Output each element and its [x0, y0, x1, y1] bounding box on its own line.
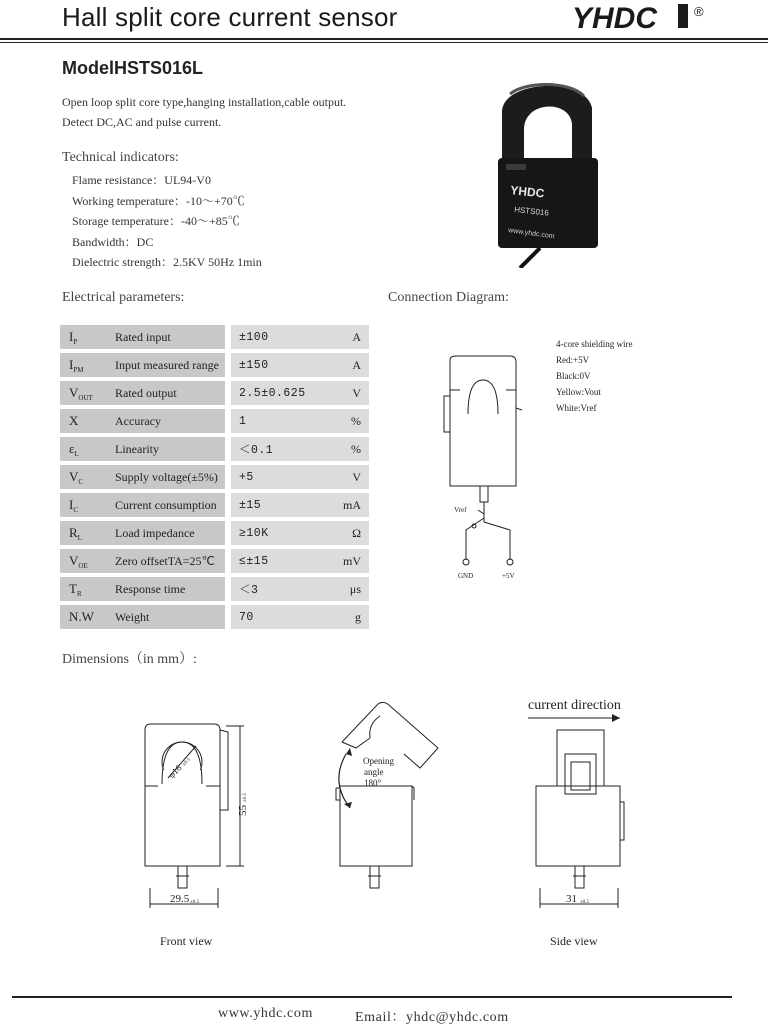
param-unit: % [325, 409, 369, 433]
param-symbol [60, 577, 109, 601]
param-symbol-main: ε [69, 440, 75, 456]
param-symbol-main: V [69, 468, 79, 484]
height-dim: 55 [237, 805, 249, 816]
param-value: ±100 [231, 325, 325, 349]
front-view-drawing [145, 724, 244, 908]
current-arrow-head [612, 714, 620, 722]
param-row [60, 521, 369, 545]
param-value: ＜0.1 [231, 437, 325, 461]
param-unit: g [325, 605, 369, 629]
param-symbol-main: T [69, 580, 77, 596]
wire-note: 4-core shielding wire [556, 339, 633, 349]
param-symbol-subscript: C [73, 505, 79, 514]
hole-tolerance: ±0.5 [181, 757, 192, 768]
connection-diagram [430, 330, 650, 590]
param-value: ＜3 [231, 577, 325, 601]
header-rule [0, 38, 768, 40]
side-view-caption: Side view [550, 934, 598, 948]
param-unit: A [325, 353, 369, 377]
opening-angle-label: angle [364, 767, 384, 777]
param-row [60, 577, 369, 601]
wire-note: White:Vref [556, 403, 597, 413]
param-name: Supply voltage(±5%) [109, 465, 225, 489]
spec-storage-temp: Storage temperature：-40～+85℃ [72, 214, 240, 228]
param-symbol [60, 381, 109, 405]
header-rule-thin [0, 42, 768, 43]
spec-bandwidth: Bandwidth：DC [72, 234, 154, 249]
param-name: Linearity [109, 437, 225, 461]
depth-dim: 31 [566, 893, 577, 905]
yhdc-logo [572, 0, 732, 36]
param-value: ≤±15 [231, 549, 325, 573]
param-symbol-main: I [69, 328, 74, 344]
param-symbol-subscript: PM [73, 365, 84, 374]
wire-note: Black:0V [556, 371, 591, 381]
param-row [60, 409, 369, 433]
param-row [60, 493, 369, 517]
gnd-label: GND [458, 572, 474, 580]
param-unit: V [325, 465, 369, 489]
dimension-drawings [0, 690, 768, 960]
plus5v-label: +5V [502, 572, 515, 580]
param-value: ±150 [231, 353, 325, 377]
param-name: Input measured range [109, 353, 225, 377]
height-tolerance: ±0.5 [243, 793, 248, 802]
param-name: Rated output [109, 381, 225, 405]
front-view-caption: Front view [160, 934, 213, 948]
param-name: Current consumption [109, 493, 225, 517]
param-symbol-main: I [69, 496, 74, 512]
param-symbol [60, 521, 109, 545]
param-value: +5 [231, 465, 325, 489]
param-symbol-main: R [69, 524, 78, 540]
width-tolerance: ±0.5 [190, 900, 199, 905]
param-symbol [60, 437, 109, 461]
param-symbol [60, 409, 109, 433]
param-name: Response time [109, 577, 225, 601]
param-symbol [60, 465, 109, 489]
param-unit: % [325, 437, 369, 461]
spec-flame: Flame resistance：UL94-V0 [72, 173, 211, 187]
param-value: 70 [231, 605, 325, 629]
connection-heading: Connection Diagram: [388, 290, 509, 305]
technical-heading: Technical indicators: [62, 150, 179, 165]
param-symbol-subscript: OUT [78, 393, 93, 402]
param-symbol-subscript: L [74, 449, 79, 458]
angle-arrow-bottom [344, 802, 352, 808]
param-name: Rated input [109, 325, 225, 349]
param-symbol-main: V [69, 552, 79, 568]
current-direction-label: current direction [528, 698, 621, 713]
param-name: Weight [109, 605, 225, 629]
dimensions-heading: Dimensions（in mm）: [62, 652, 197, 667]
description-line: Detect DC,AC and pulse current. [62, 115, 222, 129]
param-row [60, 381, 369, 405]
param-symbol-subscript: C [78, 477, 84, 486]
footer-email[interactable]: Email：yhdc@yhdc.com [355, 1010, 509, 1025]
param-name: Load impedance [109, 521, 225, 545]
side-view-drawing [528, 718, 624, 908]
param-symbol-main: N.W [69, 608, 94, 624]
param-symbol-subscript: P [73, 337, 78, 346]
logo-text: YHDC [572, 2, 658, 35]
param-value: 1 [231, 409, 325, 433]
param-value: ±15 [231, 493, 325, 517]
param-value: 2.5±0.625 [231, 381, 325, 405]
param-symbol-main: V [69, 384, 79, 400]
param-symbol [60, 325, 109, 349]
param-row [60, 437, 369, 461]
depth-tolerance: ±0.5 [580, 900, 589, 905]
hole-diameter: φ16 [166, 762, 184, 780]
spec-working-temp: Working temperature：-10～+70℃ [72, 193, 245, 208]
photo-url: www.yhdc.com [507, 227, 555, 241]
wire-note: Red:+5V [556, 355, 590, 365]
param-unit: Ω [325, 521, 369, 545]
electrical-heading: Electrical parameters: [62, 290, 185, 305]
param-name: Accuracy [109, 409, 225, 433]
param-unit: mA [325, 493, 369, 517]
param-unit: mV [325, 549, 369, 573]
param-name: Zero offsetTA=25℃ [109, 549, 225, 573]
page-title: Hall split core current sensor [62, 2, 398, 32]
param-row [60, 465, 369, 489]
angle-arrow-top [346, 748, 352, 756]
description-line: Open loop split core type,hanging installation,cable output. [62, 95, 347, 109]
param-row [60, 353, 369, 377]
param-unit: A [325, 325, 369, 349]
param-row [60, 325, 369, 349]
model-name: ModelHSTS016L [62, 58, 204, 78]
param-value: ≥10K [231, 521, 325, 545]
param-symbol [60, 353, 109, 377]
photo-model: HSTS016 [513, 205, 550, 218]
technical-list [72, 170, 262, 273]
product-photo [480, 72, 608, 268]
param-row [60, 549, 369, 573]
param-unit: V [325, 381, 369, 405]
param-unit: μs [325, 577, 369, 601]
registered-mark: ® [694, 4, 704, 19]
param-symbol [60, 493, 109, 517]
opening-view-drawing [336, 702, 438, 888]
electrical-table [60, 321, 369, 633]
opening-angle-value: 180° [364, 778, 382, 788]
footer-rule [12, 996, 732, 998]
spec-dielectric: Dielectric strength：2.5KV 50Hz 1min [72, 255, 262, 269]
opening-label: Opening [363, 756, 394, 766]
vref-label: Vref [454, 506, 467, 514]
param-symbol [60, 605, 109, 629]
param-symbol-subscript: OE [78, 561, 88, 570]
param-symbol-main: X [69, 412, 79, 428]
param-symbol-subscript: R [76, 589, 82, 598]
param-symbol [60, 549, 109, 573]
width-dim: 29.5 [170, 893, 190, 905]
description [62, 92, 346, 132]
footer-website[interactable]: www.yhdc.com [218, 1006, 313, 1021]
param-symbol-main: I [69, 356, 74, 372]
param-symbol-subscript: L [77, 533, 82, 542]
photo-brand: YHDC [509, 183, 545, 201]
wire-note: Yellow:Vout [556, 387, 601, 397]
param-row [60, 605, 369, 629]
